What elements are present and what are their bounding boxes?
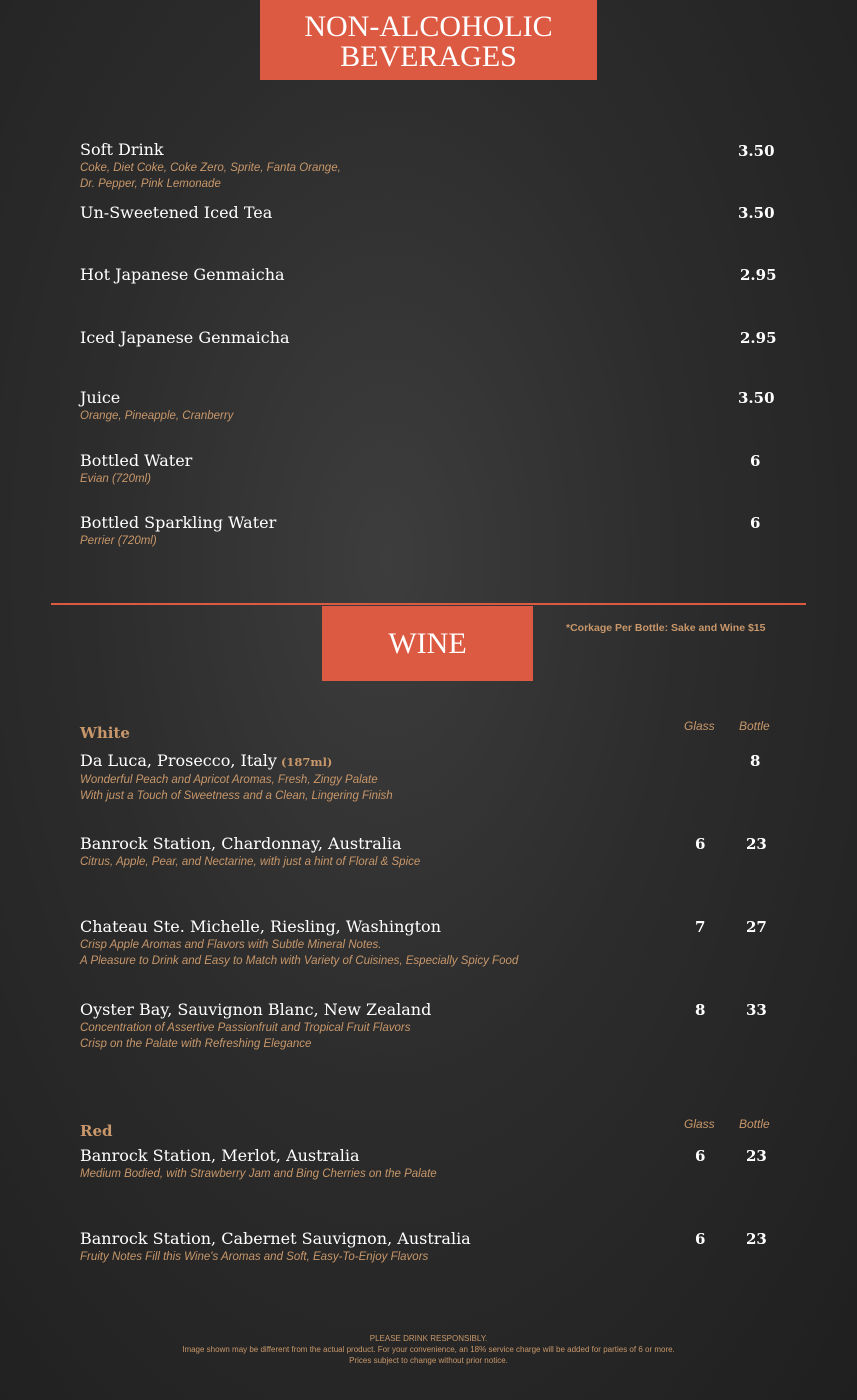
menu-item bbox=[80, 388, 780, 424]
item-price: 3.50 bbox=[738, 142, 775, 160]
wine-item bbox=[80, 751, 780, 804]
wine-size: (187ml) bbox=[280, 755, 333, 769]
wine-item bbox=[80, 834, 780, 870]
wine-name: Banrock Station, Merlot, Australia bbox=[80, 1146, 360, 1165]
item-name: Bottled Sparkling Water bbox=[80, 513, 277, 532]
wine-description: Concentration of Assertive Passionfruit and Tropical Fruit Flavors Crisp on the Palate with Refreshing Elegance bbox=[80, 1022, 411, 1050]
item-description: Coke, Diet Coke, Coke Zero, Sprite, Fanta Orange, Dr. Pepper, Pink Lemonade bbox=[80, 162, 341, 190]
wine-item bbox=[80, 1000, 780, 1052]
section-title-line2: BEVERAGES bbox=[340, 40, 517, 73]
wine-name: Chateau Ste. Michelle, Riesling, Washington bbox=[80, 917, 441, 936]
menu-item bbox=[80, 265, 780, 285]
category-white: White bbox=[80, 724, 130, 742]
wine-name: Oyster Bay, Sauvignon Blanc, New Zealand bbox=[80, 1000, 432, 1019]
wine-item bbox=[80, 917, 780, 969]
category-red: Red bbox=[80, 1122, 113, 1140]
item-name: Hot Japanese Genmaicha bbox=[80, 265, 285, 284]
item-description: Orange, Pineapple, Cranberry bbox=[80, 410, 234, 422]
item-price: 6 bbox=[750, 514, 761, 532]
glass-price: 8 bbox=[695, 1001, 706, 1019]
footer-line2: Image shown may be different from the actual product. For your convenience, an 18% service charge will be added for parties of 6 or more. bbox=[182, 1345, 675, 1354]
bottle-price: 23 bbox=[746, 1230, 767, 1248]
item-name: Iced Japanese Genmaicha bbox=[80, 328, 290, 347]
menu-item bbox=[80, 140, 780, 192]
section-divider bbox=[51, 603, 806, 605]
item-price: 2.95 bbox=[740, 266, 777, 284]
item-price: 2.95 bbox=[740, 329, 777, 347]
item-name: Bottled Water bbox=[80, 451, 193, 470]
glass-price: 6 bbox=[695, 835, 706, 853]
wine-item bbox=[80, 1146, 780, 1182]
glass-price: 6 bbox=[695, 1230, 706, 1248]
item-price: 3.50 bbox=[738, 204, 775, 222]
bottle-price: 27 bbox=[746, 918, 767, 936]
bottle-header: Bottle bbox=[739, 1117, 770, 1131]
menu-item bbox=[80, 203, 780, 223]
item-description: Evian (720ml) bbox=[80, 473, 151, 485]
wine-description: Fruity Notes Fill this Wine's Aromas and Soft, Easy-To-Enjoy Flavors bbox=[80, 1251, 429, 1263]
wine-description: Crisp Apple Aromas and Flavors with Subtle Mineral Notes. A Pleasure to Drink and Easy to Match with Variety of Cuisines, Especially Spicy Food bbox=[80, 939, 519, 967]
bottle-price: 8 bbox=[750, 752, 761, 770]
item-description: Perrier (720ml) bbox=[80, 535, 157, 547]
wine-name: Da Luca, Prosecco, Italy bbox=[80, 751, 277, 770]
item-name: Soft Drink bbox=[80, 140, 164, 159]
menu-item bbox=[80, 328, 780, 348]
wine-item bbox=[80, 1229, 780, 1265]
wine-description: Citrus, Apple, Pear, and Nectarine, with just a hint of Floral & Spice bbox=[80, 856, 421, 868]
section-title-line1: NON-ALCOHOLIC bbox=[304, 10, 553, 43]
wine-description: Wonderful Peach and Apricot Aromas, Fresh, Zingy Palate With just a Touch of Sweetness and a Clean, Lingering Finish bbox=[80, 774, 393, 802]
item-price: 3.50 bbox=[738, 389, 775, 407]
bottle-header: Bottle bbox=[739, 719, 770, 733]
bottle-price: 23 bbox=[746, 1147, 767, 1165]
item-name: Juice bbox=[80, 388, 121, 407]
wine-name: Banrock Station, Cabernet Sauvignon, Australia bbox=[80, 1229, 471, 1248]
wine-title: WINE bbox=[388, 627, 467, 660]
bottle-price: 33 bbox=[746, 1001, 767, 1019]
glass-header: Glass bbox=[684, 719, 715, 733]
item-name: Un-Sweetened Iced Tea bbox=[80, 203, 273, 222]
footer-line1: PLEASE DRINK RESPONSIBLY. bbox=[369, 1334, 488, 1343]
corkage-note: *Corkage Per Bottle: Sake and Wine $15 bbox=[566, 622, 766, 634]
glass-price: 6 bbox=[695, 1147, 706, 1165]
footer bbox=[0, 1333, 857, 1366]
glass-header: Glass bbox=[684, 1117, 715, 1131]
bottle-price: 23 bbox=[746, 835, 767, 853]
footer-line3: Prices subject to change without prior notice. bbox=[349, 1356, 508, 1365]
wine-name: Banrock Station, Chardonnay, Australia bbox=[80, 834, 402, 853]
item-price: 6 bbox=[750, 452, 761, 470]
wine-banner bbox=[322, 606, 533, 681]
menu-item bbox=[80, 451, 780, 487]
menu-item bbox=[80, 513, 780, 549]
wine-description: Medium Bodied, with Strawberry Jam and Bing Cherries on the Palate bbox=[80, 1168, 437, 1180]
glass-price: 7 bbox=[695, 918, 706, 936]
non-alcoholic-banner bbox=[260, 0, 597, 80]
